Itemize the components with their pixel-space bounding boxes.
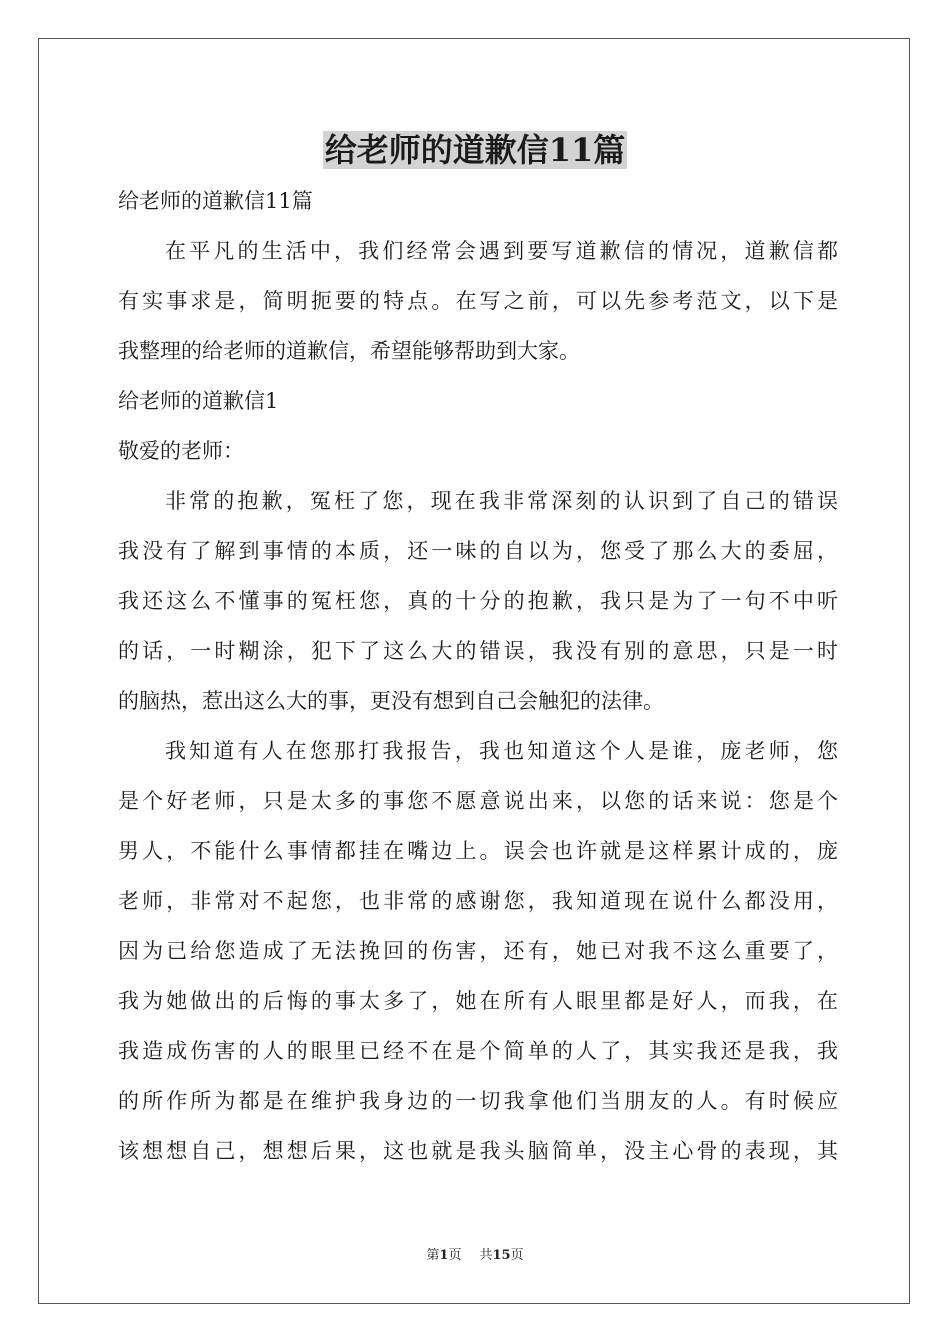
text-line: 给老师的道歉信11篇	[118, 189, 313, 213]
text-line: 老师，非常对不起您，也非常的感谢您，我知道现在说什么都没用，	[118, 889, 838, 913]
text-line: 我还这么不懂事的冤枉您，真的十分的抱歉，我只是为了一句不中听	[118, 589, 838, 613]
footer-page-prefix: 第	[426, 1248, 440, 1263]
text-line: 在平凡的生活中，我们经常会遇到要写道歉信的情况，道歉信都	[165, 239, 838, 263]
text-line: 男人，不能什么事情都挂在嘴边上。误会也许就是这样累计成的，庞	[118, 839, 838, 863]
footer-page-suffix: 页	[448, 1248, 462, 1263]
footer-page-total: 15	[492, 1248, 511, 1263]
footer-page-current: 1	[439, 1248, 449, 1263]
footer-total-prefix: 共	[479, 1248, 493, 1263]
text-line: 我造成伤害的人的眼里已经不在是个简单的人了，其实我还是我，我	[118, 1039, 838, 1063]
document-body	[118, 176, 838, 1176]
text-line: 我知道有人在您那打我报告，我也知道这个人是谁，庞老师，您	[165, 739, 838, 763]
text-line: 的脑热，惹出这么大的事，更没有想到自己会触犯的法律。	[118, 689, 664, 713]
text-line: 是个好老师，只是太多的事您不愿意说出来，以您的话来说：您是个	[118, 789, 838, 813]
text-line: 敬爱的老师：	[118, 439, 244, 463]
text-line: 的话，一时糊涂，犯下了这么大的错误，我没有别的意思，只是一时	[118, 639, 838, 663]
text-line: 我为她做出的后悔的事太多了，她在所有人眼里都是好人，而我，在	[118, 989, 838, 1013]
text-line: 有实事求是，简明扼要的特点。在写之前，可以先参考范文，以下是	[118, 289, 838, 313]
page-footer	[0, 1246, 950, 1266]
document-title	[0, 126, 950, 174]
document-title-text: 给老师的道歉信11篇	[324, 131, 626, 169]
text-line: 给老师的道歉信1	[118, 389, 279, 413]
text-line: 的所作所为都是在维护我身边的一切我拿他们当朋友的人。有时候应	[118, 1089, 838, 1113]
text-line: 非常的抱歉，冤枉了您，现在我非常深刻的认识到了自己的错误	[165, 489, 838, 513]
text-line: 该想想自己，想想后果，这也就是我头脑简单，没主心骨的表现，其	[118, 1139, 838, 1163]
text-line: 因为已给您造成了无法挽回的伤害，还有，她已对我不这么重要了，	[118, 939, 838, 963]
footer-total-suffix: 页	[510, 1248, 524, 1263]
text-line: 我没有了解到事情的本质，还一味的自以为，您受了那么大的委屈，	[118, 539, 838, 563]
text-line: 我整理的给老师的道歉信，希望能够帮助到大家。	[118, 339, 580, 363]
